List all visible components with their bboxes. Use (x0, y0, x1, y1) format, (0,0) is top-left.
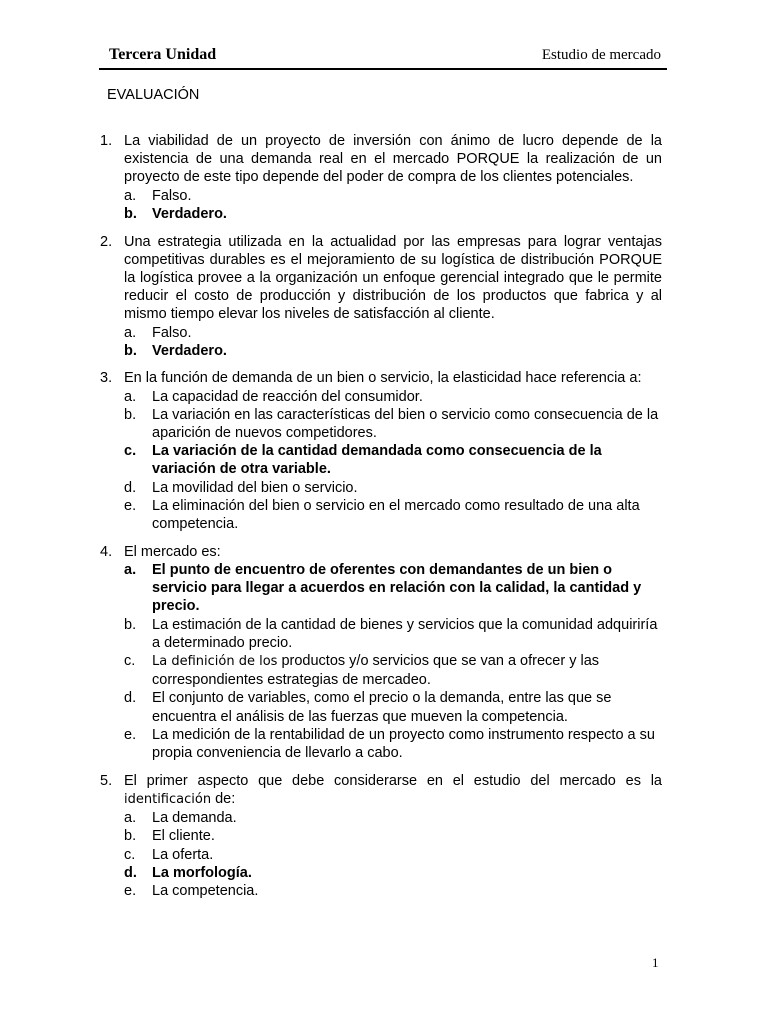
option-text-alt-font: La definición de los (152, 653, 278, 669)
option-text: Falso. (152, 324, 192, 341)
question-list (100, 132, 662, 910)
question-3 (100, 369, 662, 533)
question-text: En la función de demanda de un bien o servicio, la elasticidad hace referencia a: (124, 370, 642, 387)
header-section-title: Estudio de mercado (541, 47, 661, 63)
option-letter: a. (124, 187, 137, 204)
option-text: La estimación de la cantidad de bienes y servicios que la comunidad adquiriría a determinado precio. (152, 616, 658, 651)
option-text-rest: productos y/o servicios que se van a ofrecer y las correspondientes estrategias de mercadeo. (152, 652, 600, 689)
option-letter: d. (124, 690, 137, 707)
option-letter: a. (124, 810, 137, 827)
option-e (124, 882, 662, 900)
question-text: El mercado es: (124, 543, 221, 560)
option-text: La demanda. (152, 810, 237, 827)
option-letter: d. (124, 479, 137, 496)
option-letter: a. (124, 561, 137, 578)
option-d-correct (124, 864, 662, 882)
option-text: La eliminación del bien o servicio en el mercado como resultado de una alta competencia. (152, 497, 640, 533)
option-a (124, 324, 662, 342)
question-number: 1. (100, 133, 113, 149)
question-text (124, 772, 662, 790)
page-title: EVALUACIÓN (107, 87, 200, 103)
option-text: La morfología. (152, 864, 252, 881)
question-text: Una estrategia utilizada en la actualidad por las empresas para lograr ventajas competitivas durables es el mejoramiento de su logística de distribución PORQUE la logística provee a la organización un enfoque gerencial integrado que le permite reducir el costo de producción y distribución de los productos que fabrica y al mismo tiempo elevar los niveles de satisfacción al cliente. (124, 233, 662, 323)
option-b (124, 616, 662, 652)
option-text: La capacidad de reacción del consumidor. (152, 388, 423, 405)
question-text: La viabilidad de un proyecto de inversión con ánimo de lucro depende de la existencia de una demanda real en el mercado PORQUE la realización de un proyecto de este tipo depende del poder de compra de los clientes potenciales. (124, 133, 662, 186)
option-letter: c. (124, 443, 137, 460)
option-text: Falso. (152, 187, 192, 204)
option-letter: c. (124, 652, 136, 669)
option-e (124, 497, 662, 533)
option-a-correct (124, 561, 662, 616)
option-text: Verdadero. (152, 205, 227, 222)
option-text: Verdadero. (152, 342, 227, 359)
option-b (124, 827, 662, 845)
question-1 (100, 132, 662, 223)
option-letter: e. (124, 882, 137, 899)
page-number: 1 (652, 955, 659, 970)
question-4 (100, 543, 662, 762)
question-text-main: El primer aspecto que debe considerarse en el estudio del mercado es la (124, 772, 662, 789)
option-d (124, 479, 662, 497)
option-c (124, 652, 662, 689)
option-text: La variación de la cantidad demandada como consecuencia de la variación de otra variable. (152, 443, 602, 478)
option-e (124, 726, 662, 762)
option-text: El conjunto de variables, como el precio o la demanda, entre las que se encuentra el análisis de las fuerzas que mueven la competencia. (152, 690, 612, 725)
option-b-correct (124, 205, 662, 223)
header-unit-title: Tercera Unidad (109, 46, 217, 63)
option-text: La competencia. (152, 882, 259, 899)
option-d (124, 689, 662, 725)
question-2 (100, 233, 662, 360)
option-b-correct (124, 342, 662, 360)
question-number: 3. (100, 370, 113, 387)
option-text: El cliente. (152, 828, 215, 845)
question-number: 5. (100, 772, 113, 789)
question-text-continuation (124, 790, 662, 809)
question-5 (100, 772, 662, 900)
option-letter: b. (124, 616, 137, 633)
option-text: La variación en las características del bien o servicio como consecuencia de la aparición de nuevos competidores. (152, 406, 659, 442)
option-text: La oferta. (152, 846, 214, 863)
option-text: El punto de encuentro de oferentes con demandantes de un bien o servicio para llegar a acuerdos en relación con la calidad, la cantidad y precio. (152, 561, 642, 615)
option-a (124, 187, 662, 205)
option-b (124, 406, 662, 442)
option-c (124, 846, 662, 864)
option-letter: d. (124, 864, 137, 881)
option-letter: c. (124, 846, 136, 863)
page-header (99, 44, 667, 70)
option-c-correct (124, 442, 662, 478)
question-number: 4. (100, 543, 113, 560)
option-text: La movilidad del bien o servicio. (152, 479, 358, 496)
option-letter: e. (124, 497, 137, 514)
option-a (124, 809, 662, 827)
option-letter: a. (124, 388, 137, 405)
option-letter: a. (124, 324, 137, 341)
option-text (152, 652, 662, 689)
option-letter: b. (124, 828, 137, 845)
option-letter: e. (124, 726, 137, 743)
option-letter: b. (124, 342, 137, 359)
option-text: La medición de la rentabilidad de un proyecto como instrumento respecto a su propia conveniencia de llevarlo a cabo. (152, 726, 655, 761)
option-letter: b. (124, 205, 137, 222)
question-text-end: de: (211, 790, 236, 807)
question-text-alt-font: identificación (124, 791, 212, 807)
question-number: 2. (100, 233, 113, 250)
option-letter: b. (124, 406, 137, 423)
option-a (124, 388, 662, 406)
